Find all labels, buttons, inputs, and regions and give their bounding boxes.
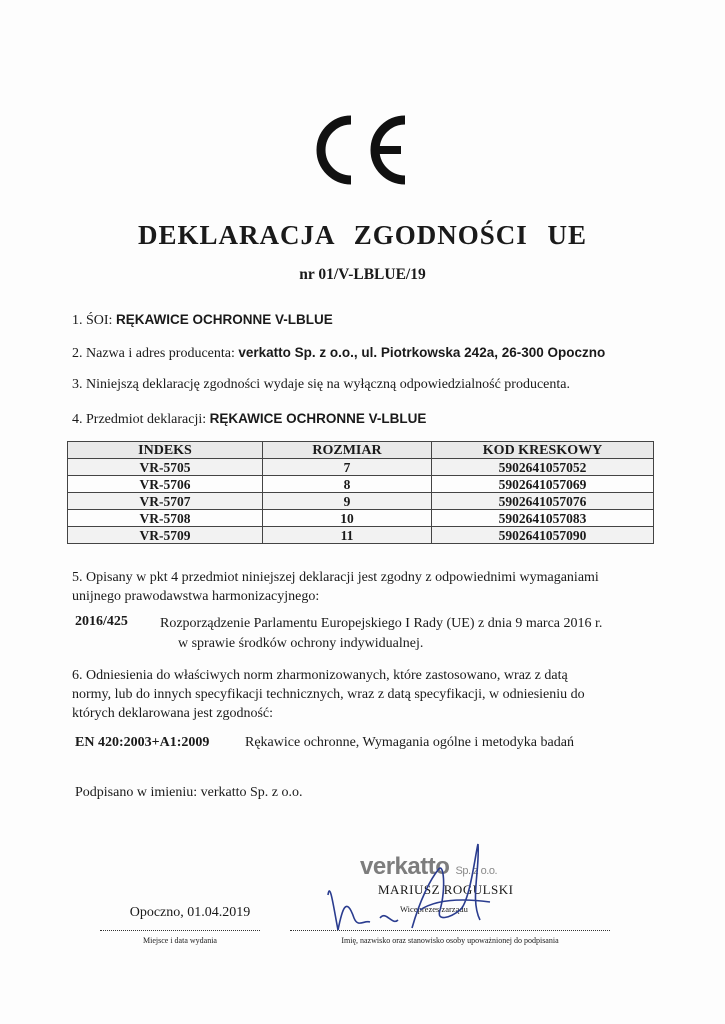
item-2 <box>72 343 672 363</box>
cell-barcode: 5902641057090 <box>432 527 654 544</box>
header-index: INDEKS <box>68 442 263 459</box>
cell-size: 11 <box>263 527 432 544</box>
item-6 <box>72 666 672 723</box>
table-header-row <box>68 442 654 459</box>
stamp-company-suffix: Sp. z o.o. <box>455 865 498 877</box>
item-5-line-1: 5. Opisany w pkt 4 przedmiot niniejszej deklaracji jest zgodny z odpowiednimi wymaganiami <box>72 570 599 585</box>
item-4-label: 4. Przedmiot deklaracji: <box>72 412 210 427</box>
table-row <box>68 527 654 544</box>
item-5 <box>72 568 672 606</box>
regulation-line-1: Rozporządzenie Parlamentu Europejskiego I Rady (UE) z dnia 9 marca 2016 r. <box>160 616 603 631</box>
signature-dotted-line <box>290 930 610 931</box>
table-row <box>68 493 654 510</box>
ce-mark-logo <box>307 112 411 188</box>
item-6-line-3: których deklarowana jest zgodność: <box>72 706 273 721</box>
cell-barcode: 5902641057069 <box>432 476 654 493</box>
signed-on-behalf: Podpisano w imieniu: verkatto Sp. z o.o. <box>75 785 303 800</box>
item-4 <box>72 409 672 429</box>
item-1-value: RĘKAWICE OCHRONNE V-LBLUE <box>115 312 333 327</box>
signature-icon <box>320 840 500 935</box>
cell-size: 9 <box>263 493 432 510</box>
item-3: 3. Niniejszą deklarację zgodności wydaje się na wyłączną odpowiedzialność producenta. <box>72 377 570 392</box>
cell-barcode: 5902641057052 <box>432 459 654 476</box>
table-row <box>68 476 654 493</box>
item-2-label: 2. Nazwa i adres producenta: <box>72 346 239 361</box>
place-date-caption: Miejsce i data wydania <box>143 936 217 945</box>
signature-caption: Imię, nazwisko oraz stanowisko osoby upoważnionej do podpisania <box>341 936 559 945</box>
cell-size: 8 <box>263 476 432 493</box>
regulation-text <box>160 614 640 654</box>
declaration-number: nr 01/V-LBLUE/19 <box>299 266 426 283</box>
norm-code: EN 420:2003+A1:2009 <box>75 735 210 750</box>
header-barcode: KOD KRESKOWY <box>432 442 654 459</box>
cell-index: VR-5709 <box>68 527 263 544</box>
cell-index: VR-5707 <box>68 493 263 510</box>
place-date: Opoczno, 01.04.2019 <box>129 905 251 920</box>
cell-index: VR-5708 <box>68 510 263 527</box>
stamp-person: MARIUSZ ROGULSKI <box>378 882 514 897</box>
item-1-label: 1. ŚOI: <box>72 313 116 328</box>
item-1 <box>72 310 672 330</box>
cell-index: VR-5706 <box>68 476 263 493</box>
item-4-value: RĘKAWICE OCHRONNE V-LBLUE <box>209 411 427 426</box>
stamp-company-name: verkatto <box>360 853 450 880</box>
header-size: ROZMIAR <box>263 442 432 459</box>
cell-size: 7 <box>263 459 432 476</box>
item-6-line-2: normy, lub do innych specyfikacji technicznych, wraz z datą specyfikacji, w odniesieniu do <box>72 687 585 702</box>
document-title: DEKLARACJA ZGODNOŚCI UE <box>137 220 588 250</box>
stamp-role: Wiceprezes zarządu <box>400 904 468 914</box>
cell-index: VR-5705 <box>68 459 263 476</box>
item-6-line-1: 6. Odniesienia do właściwych norm zharmonizowanych, które zastosowano, wraz z datą <box>72 668 568 683</box>
table-row <box>68 510 654 527</box>
item-2-value: verkatto Sp. z o.o., ul. Piotrkowska 242a, 26-300 Opoczno <box>238 345 606 360</box>
cell-barcode: 5902641057076 <box>432 493 654 510</box>
regulation-line-2: w sprawie środków ochrony indywidualnej. <box>178 636 424 651</box>
cell-barcode: 5902641057083 <box>432 510 654 527</box>
item-5-line-2: unijnego prawodawstwa harmonizacyjnego: <box>72 589 320 604</box>
products-table <box>67 441 654 544</box>
norm-text: Rękawice ochronne, Wymagania ogólne i metodyka badań <box>245 735 574 750</box>
table-row <box>68 459 654 476</box>
cell-size: 10 <box>263 510 432 527</box>
regulation-code: 2016/425 <box>75 614 128 629</box>
date-dotted-line <box>100 930 260 931</box>
